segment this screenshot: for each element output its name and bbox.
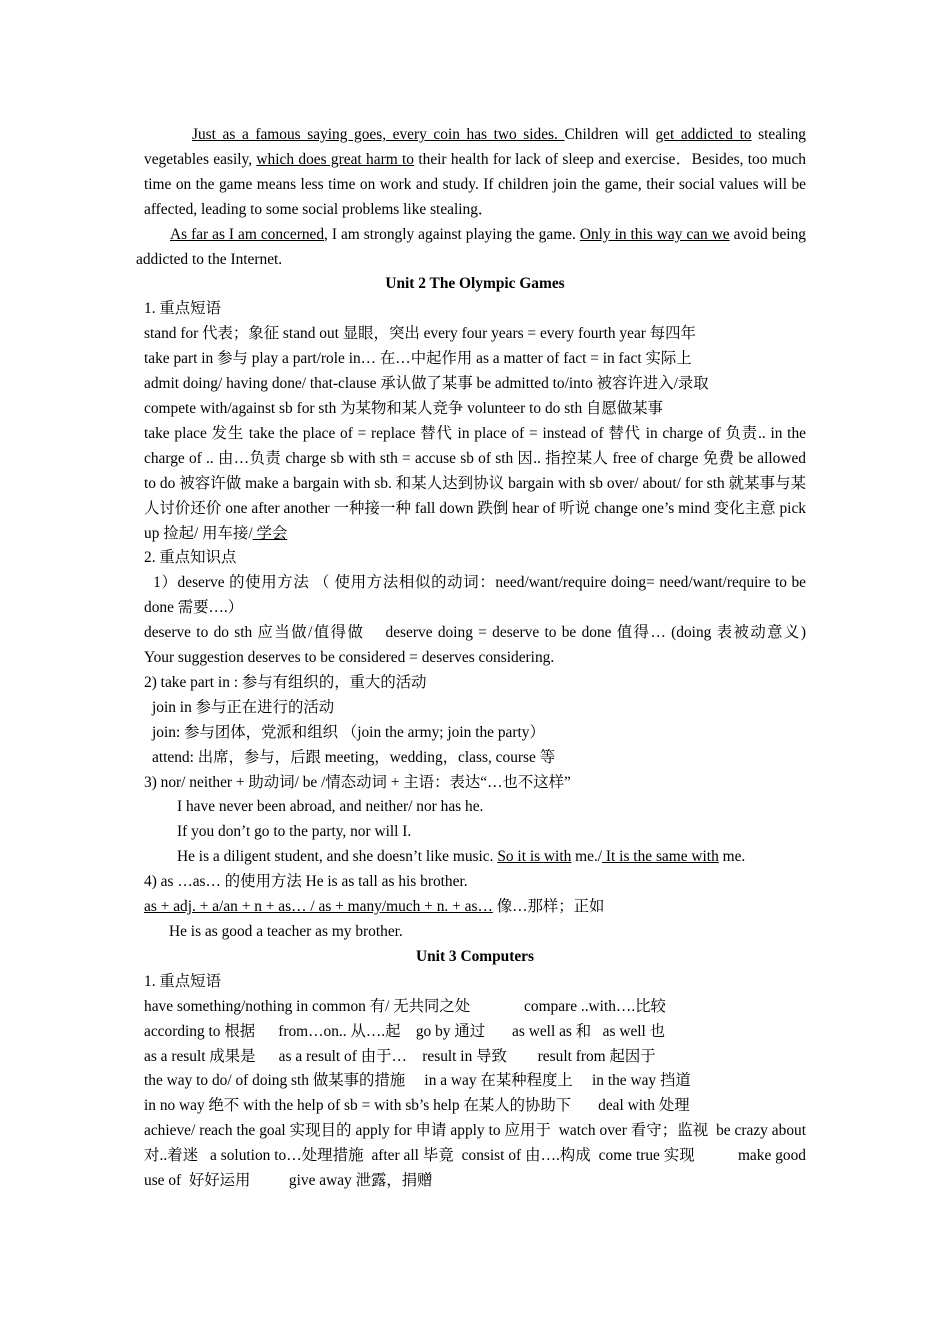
- essay-phrase: Only in this way can we: [579, 225, 730, 243]
- nor-example-underlined: It is the same with: [602, 848, 719, 866]
- takepart-line: join in 参与正在进行的活动: [152, 698, 335, 716]
- nor-example: I have never been abroad, and neither/ nor has he.: [177, 798, 484, 816]
- essay-text: avoid being addicted to the Internet.: [136, 225, 806, 268]
- asas-formula-text: 像…那样；正如: [492, 898, 605, 916]
- essay-phrase: get addicted to: [655, 126, 752, 143]
- unit3-phrase-line: the way to do/ of doing sth 做某事的措施 in a way 在某种程度上 in the way 挡道: [144, 1072, 691, 1090]
- asas-formula-underlined: as + adj. + a/an + n + as… / as + many/much + n. + as…: [144, 898, 493, 916]
- unit2-phrase-line: admit doing/ having done/ that-clause 承认做了某事 be admitted to/into 被容许进入/录取: [144, 375, 709, 393]
- unit2-phrase-line: take part in 参与 play a part/role in… 在…中起作用 as a matter of fact = in fact 实际上: [144, 350, 692, 368]
- deserve-examples: deserve to do sth 应当做/值得做 deserve doing = deserve to be done 值得… (doing 表被动意义) Your suggestion deserves to be considered = deserves considering.: [144, 624, 853, 667]
- essay-paragraph-1: [144, 123, 806, 223]
- asas-example: He is as good a teacher as my brother.: [169, 923, 403, 940]
- unit2-points-heading: 2. 重点知识点: [144, 549, 237, 567]
- nor-example: If you don’t go to the party, nor will I.: [177, 823, 412, 841]
- unit2-phrase-line: stand for 代表；象征 stand out 显眼，突出 every four years = every fourth year 每四年: [144, 325, 696, 343]
- unit3-phrase-line: have something/nothing in common 有/ 无共同之处 compare ..with….比较: [144, 997, 666, 1015]
- unit3-phrase-line: as a result 成果是 as a result of 由于… result in 导致 result from 起因于: [144, 1047, 656, 1065]
- essay-text: stealing vegetables easily,: [144, 126, 807, 168]
- takepart-line: attend: 出席，参与，后跟 meeting，wedding，class, course 等: [152, 748, 556, 766]
- essay-phrase: Just as a famous saying goes, every coin has two sides.: [192, 126, 565, 143]
- nor-example: [144, 845, 806, 870]
- nor-example-text: me.: [718, 848, 746, 866]
- essay-paragraph-2: [136, 223, 806, 273]
- essay-text: their health for lack of sleep and exercise．Besides, too much time on the game means less time on work and study. If children join the game, their social values will be affected, leading to some social problems like stealing．: [144, 150, 806, 218]
- unit3-title: Unit 3 Computers: [416, 947, 534, 965]
- unit2-title: Unit 2 The Olympic Games: [385, 275, 565, 293]
- takepart-line: join: 参与团体，党派和组织 （join the army; join the party）: [152, 723, 545, 741]
- deserve-usage: 1）deserve 的使用方法 （ 使用方法相似的动词：need/want/require doing= need/want/require to be done 需要….）: [144, 574, 810, 617]
- essay-text: Children will: [564, 126, 656, 143]
- unit2-phrases-heading: 1. 重点短语: [144, 300, 221, 318]
- document-page: [136, 123, 853, 1194]
- essay-phrase: As far as I am concerned: [170, 225, 325, 243]
- unit3-phrases-heading: 1. 重点短语: [144, 972, 221, 990]
- unit3-phrase-line: in no way 绝不 with the help of sb = with sb’s help 在某人的协助下 deal with 处理: [144, 1097, 690, 1115]
- asas-heading: 4) as …as… 的使用方法 He is as tall as his brother.: [144, 873, 468, 891]
- nor-heading: 3) nor/ neither + 助动词/ be /情态动词 + 主语：表达“…也不这样”: [144, 773, 571, 791]
- essay-phrase: which does great harm to: [256, 150, 414, 168]
- unit3-phrase-block: achieve/ reach the goal 实现目的 apply for 申请 apply to 应用于 watch over 看守；监视 be crazy about 对..着迷 a solution to…处理措施 after all 毕竟 consist of 由….构成 come true 实现 make good use of 好好运用 give away 泄露，捐赠: [144, 1122, 810, 1190]
- nor-example-text: He is a diligent student, and she doesn’t like music.: [177, 848, 498, 866]
- unit2-phrase-line: compete with/against sb for sth 为某物和某人竞争 volunteer to do sth 自愿做某事: [144, 399, 663, 417]
- essay-text: , I am strongly against playing the game.: [324, 225, 580, 243]
- unit2-phrase-underlined: 学会: [252, 524, 288, 542]
- nor-example-text: me./: [571, 848, 603, 866]
- takepart-heading: 2) take part in : 参与有组织的，重大的活动: [144, 673, 427, 691]
- unit3-phrase-line: according to 根据 from…on.. 从….起 go by 通过 as well as 和 as well 也: [144, 1022, 666, 1040]
- unit2-phrase-text: take place 发生 take the place of = replace 替代 in place of = instead of 替代 in charge of 负责.. in the charge of .. 由…负责 charge sb with sth = accuse sb of sth 因.. 指控某人 free of charge 免费 be allowed to do 被容许做 make a bargain with sb. 和某人达到协议 bargain with sb over/ about/ for sth 就某事与某人讨价还价 one after another 一种接一种 fall down 跌倒 hear of 听说 change one’s mind 变化主意 pick up 捡起/ 用车接/: [144, 424, 806, 542]
- unit2-phrase-block: [144, 422, 806, 547]
- nor-example-underlined: So it is with: [497, 848, 572, 866]
- asas-formula: [144, 895, 806, 920]
